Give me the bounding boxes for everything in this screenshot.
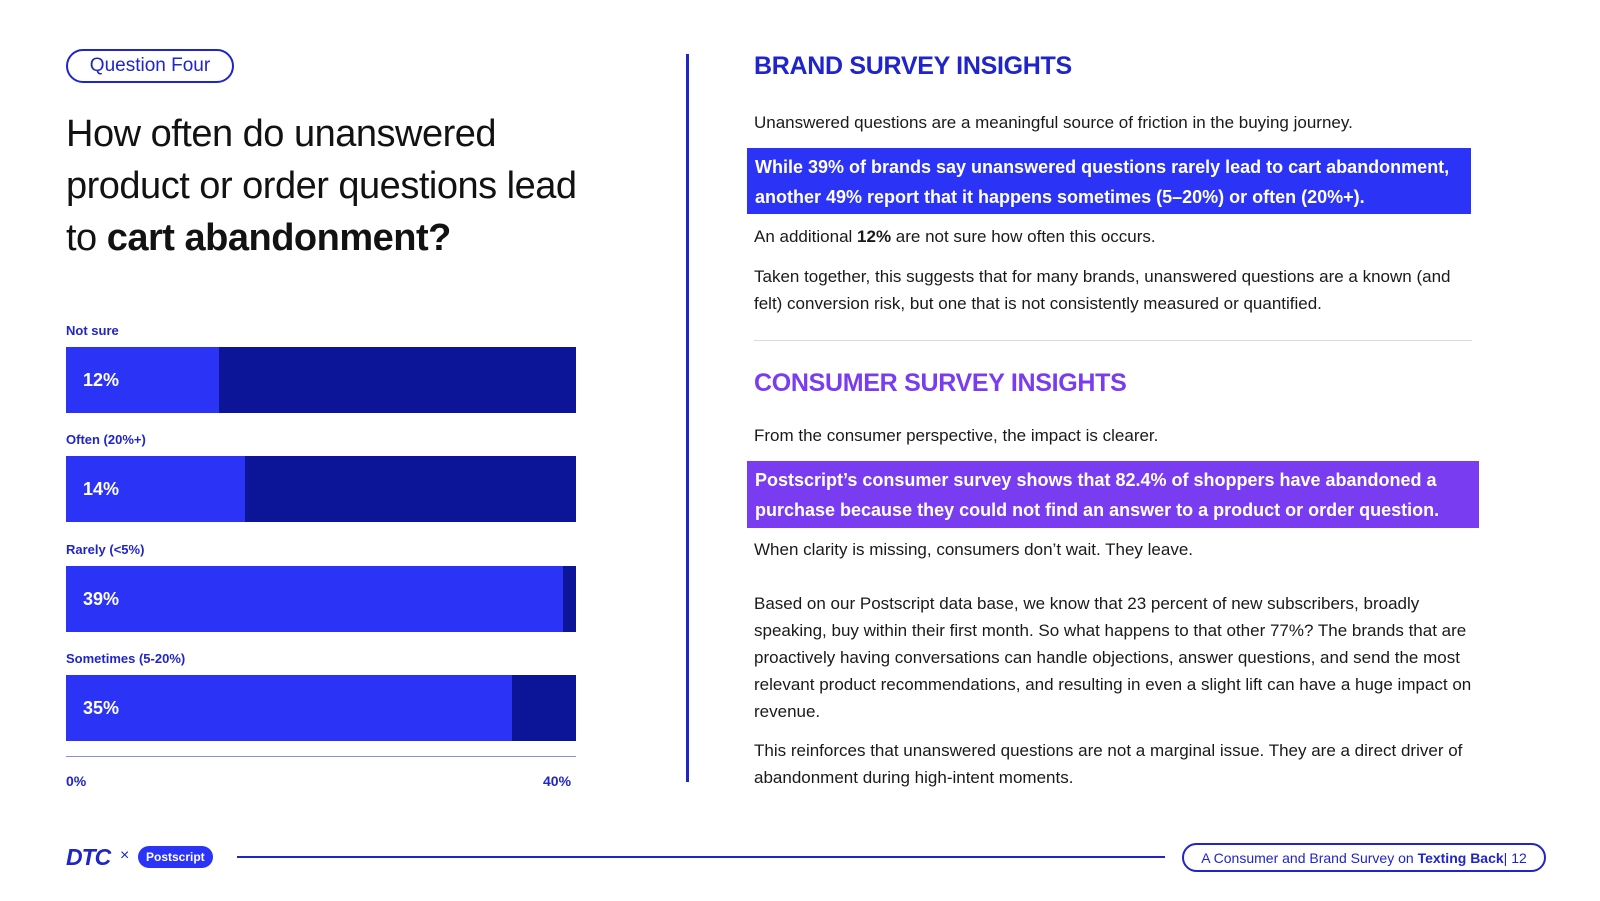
x-axis-line [66,756,576,757]
postscript-logo: Postscript [138,846,213,868]
bar-value-label: 14% [83,478,120,499]
question-number-pill: Question Four [66,49,234,83]
bar-category-label: Rarely (<5%) [66,542,145,557]
section-separator [754,340,1472,341]
logo-separator: × [120,847,130,864]
brand-highlight [747,148,1471,214]
bar-track [66,675,576,741]
consumer-based-line-3: proactively having conversations can handle objections, answer questions, and send the most [754,648,1460,667]
question-line-2: product or order questions lead [66,165,577,207]
bar-value-label: 35% [83,697,120,718]
consumer-reinforce-line-2: abandonment during high-intent moments. [754,768,1074,787]
brand-together-line-1: Taken together, this suggests that for many brands, unanswered questions are a known (and [754,267,1451,286]
consumer-based-line-1: Based on our Postscript data base, we know that 23 percent of new subscribers, broadly [754,594,1420,613]
bar-value-label: 12% [83,369,120,390]
consumer-reinforce-line-1: This reinforces that unanswered questions are not a marginal issue. They are a direct driver of [754,741,1463,760]
consumer-based-line-5: revenue. [754,702,821,721]
brand-highlight-line-1: While 39% of brands say unanswered questions rarely lead to cart abandonment, [755,157,1450,177]
consumer-based-line-4: relevant product recommendations, and resulting in even a slight lift can have a huge impact on [754,675,1472,694]
consumer-intro: From the consumer perspective, the impact is clearer. [754,426,1159,445]
brand-additional-suffix: are not sure how often this occurs. [891,227,1156,246]
brand-highlight-line-2: another 49% report that it happens sometimes (5–20%) or often (20%+). [755,187,1365,207]
consumer-highlight [747,461,1479,528]
consumer-based-line-2: speaking, buy within their first month. So what happens to that other 77%? The brands that are [754,621,1467,640]
bar-category-label: Not sure [66,323,119,338]
brand-additional-prefix: An additional [754,227,858,246]
report-title-prefix: A Consumer and Brand Survey on [1201,849,1414,866]
brand-together [754,263,1474,317]
question-title [66,108,606,264]
brand-intro: Unanswered questions are a meaningful source of friction in the buying journey. [754,113,1353,132]
column-divider [686,54,689,782]
footer-rule [237,856,1165,858]
x-tick-min: 0% [66,773,87,789]
bar [66,566,563,632]
consumer-clarity: When clarity is missing, consumers don’t wait. They leave. [754,540,1194,559]
bar-track [66,456,576,522]
question-line-1: How often do unanswered [66,113,497,155]
question-line-3 [66,212,606,264]
brand-together-line-2: felt) conversion risk, but one that is not consistently measured or quantified. [754,294,1322,313]
dtc-logo: DTC [66,844,111,870]
bar-value-label: 39% [83,588,120,609]
report-page: | 12 [1503,849,1527,866]
brand-insights-heading: BRAND SURVEY INSIGHTS [754,52,1072,80]
consumer-highlight-line-2: purchase because they could not find an answer to a product or order question. [755,500,1440,520]
question-line-3-bold: cart abandonment? [106,217,451,259]
consumer-reinforce [754,737,1474,791]
bar-category-label: Sometimes (5-20%) [66,651,186,666]
consumer-insights-heading: CONSUMER SURVEY INSIGHTS [754,369,1127,397]
bar-category-label: Often (20%+) [66,432,146,447]
bar-track [66,566,576,632]
consumer-based [754,590,1474,725]
question-line-3-prefix: to [66,217,107,259]
brand-additional [754,223,1474,250]
report-title-pill [1182,843,1546,872]
bar [66,675,512,741]
x-tick-max: 40% [543,773,572,789]
bar-track [66,347,576,413]
consumer-highlight-line-1: Postscript’s consumer survey shows that 82.4% of shoppers have abandoned a [755,470,1437,490]
brand-additional-bold: 12% [857,227,892,246]
report-title-bold: Texting Back [1417,849,1504,866]
